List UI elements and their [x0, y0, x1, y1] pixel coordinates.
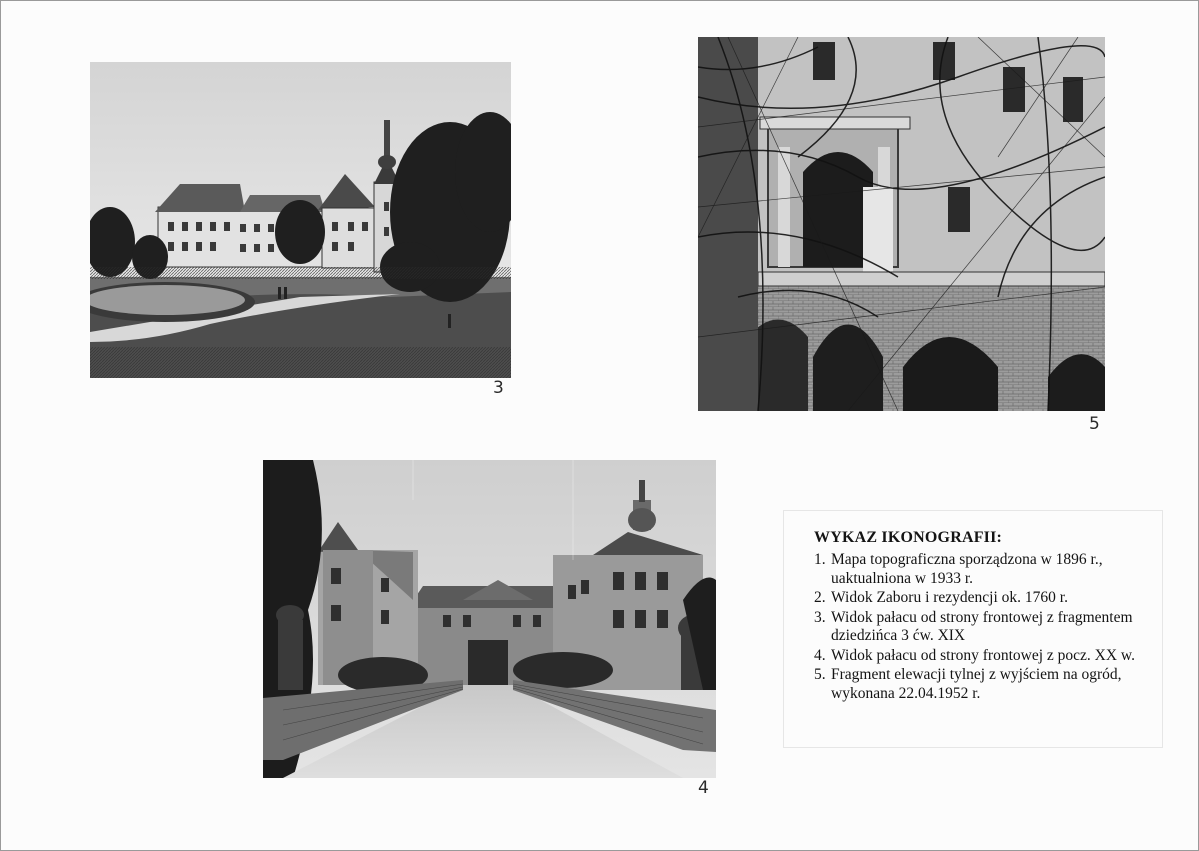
plate-number-3: 3 — [493, 378, 504, 398]
list-item — [814, 609, 1162, 646]
rear-facade-photo — [698, 37, 1105, 411]
iconography-list-box — [783, 510, 1163, 748]
list-item-number: 3. — [814, 608, 826, 626]
list-item-number: 1. — [814, 551, 826, 568]
list-item-text: Widok pałacu od strony frontowej z fragmentem dziedzińca 3 ćw. XIX — [831, 608, 1133, 644]
plate-3-engraving — [90, 62, 511, 378]
list-item-number: 4. — [814, 646, 826, 664]
list-item-text: Mapa topograficzna sporządzona w 1896 r., uaktualniona w 1933 r. — [831, 551, 1103, 587]
list-item-number: 2. — [814, 589, 826, 606]
plate-5-photo — [698, 37, 1105, 411]
list-item-text: Widok pałacu od strony frontowej z pocz. XX w. — [831, 646, 1135, 664]
plate-4-photo — [263, 460, 716, 778]
iconography-list — [814, 551, 1162, 703]
list-item-number: 5. — [814, 666, 826, 683]
list-item — [814, 647, 1162, 666]
iconography-heading: WYKAZ IKONOGRAFII: — [814, 529, 1003, 546]
list-item-text: Widok Zaboru i rezydencji ok. 1760 r. — [831, 589, 1068, 606]
plate-number-5: 5 — [1089, 414, 1100, 434]
palace-park-engraving — [90, 62, 511, 378]
palace-front-photo — [263, 460, 716, 778]
list-item-text: Fragment elewacji tylnej z wyjściem na ogród, wykonana 22.04.1952 r. — [831, 666, 1122, 702]
plate-number-4: 4 — [698, 778, 709, 798]
list-item — [814, 589, 1162, 608]
list-item — [814, 666, 1162, 703]
list-item — [814, 551, 1162, 588]
